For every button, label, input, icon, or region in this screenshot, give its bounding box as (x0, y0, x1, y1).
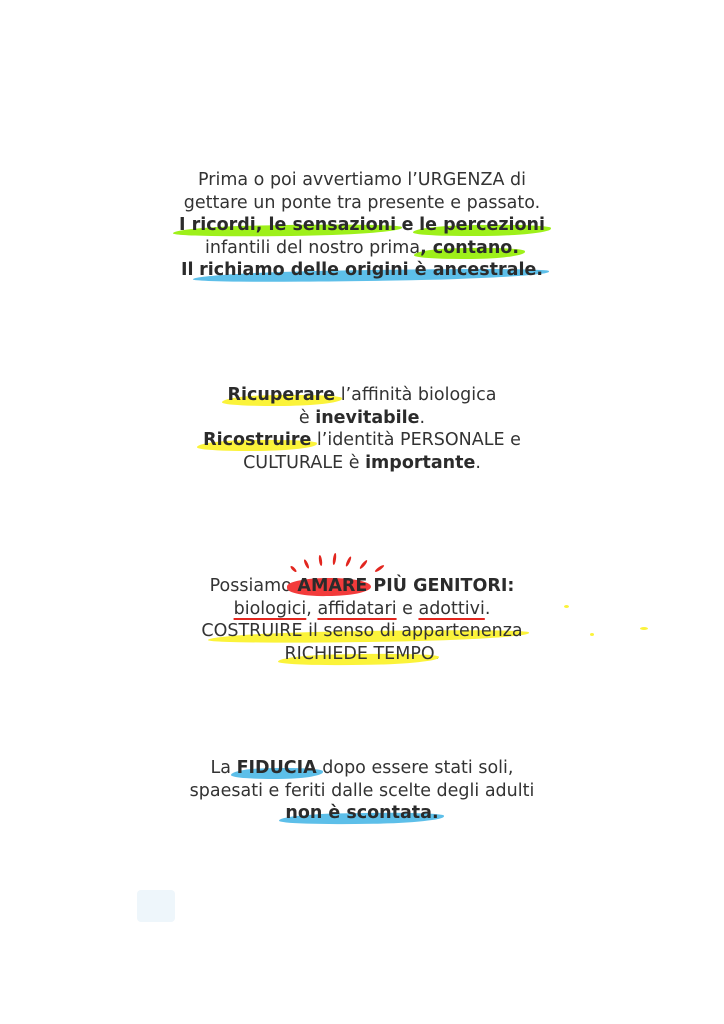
line (0, 384, 724, 407)
highlight-non-scontata: non è scontata. (285, 803, 439, 823)
highlight-origini: richiamo delle origini è ancestrale. (199, 260, 543, 280)
line (0, 757, 724, 780)
text-e: e (401, 215, 414, 235)
line (0, 620, 724, 643)
line (0, 643, 724, 666)
line: Prima o poi avvertiamo l’URGENZA di (198, 170, 526, 190)
text: C (201, 621, 214, 641)
highlight-ricuperare: Ricuperare (227, 385, 336, 405)
highlight-richiede-tempo: RICHIEDE TEMPO (284, 643, 434, 664)
text-inevitabile: inevitabile (315, 407, 420, 428)
text-genitori: PIÙ GENITORI: (367, 576, 515, 596)
text-importante: importante (365, 452, 476, 473)
underline-biologici: biologici (233, 598, 307, 619)
text: e (396, 598, 419, 619)
highlight-contano: , contano. (420, 237, 519, 258)
text: La (210, 758, 237, 778)
text: l’affinità biologica (335, 385, 497, 405)
paragraph-fiducia (0, 757, 724, 825)
line (0, 802, 724, 825)
text: Possiamo (209, 576, 298, 596)
line (0, 407, 724, 430)
text: . (484, 598, 491, 619)
paragraph-ricuperare (0, 384, 724, 474)
text: . (475, 452, 481, 473)
highlight-costruire: OSTRUIRE il senso di appartenenza (213, 621, 523, 641)
line (0, 452, 724, 475)
text-infantili: infantili del nostro prima (205, 237, 421, 258)
paragraph-possiamo (0, 575, 724, 665)
underline-affidatari: affidatari (317, 598, 397, 619)
underline-adottivi: adottivi (418, 598, 485, 619)
text: è (298, 407, 316, 428)
text: dopo essere stati soli, (316, 758, 514, 778)
highlight-amare: AMARE (297, 576, 368, 596)
line (0, 237, 724, 260)
highlight-ricostruire: Ricostruire (203, 430, 312, 450)
text: CULTURALE è (243, 452, 366, 473)
highlight-ricordi: I ricordi, le sensazioni (178, 215, 397, 235)
text: , (306, 598, 318, 619)
line (0, 429, 724, 452)
line (0, 575, 724, 598)
highlight-percezioni: le percezioni (419, 215, 546, 235)
line: spaesati e feriti dalle scelte degli adulti (189, 780, 535, 801)
smudge-decoration (137, 890, 175, 922)
line: gettare un ponte tra presente e passato. (183, 192, 541, 213)
text: l’identità PERSONALE e (311, 430, 521, 450)
line (0, 214, 724, 237)
text: . (433, 643, 440, 664)
line (0, 598, 724, 621)
text-il: Il (180, 260, 194, 280)
paragraph-urgenza (0, 169, 724, 282)
line (0, 259, 724, 282)
text: . (419, 407, 426, 428)
highlight-fiducia: FIDUCIA (236, 758, 317, 778)
